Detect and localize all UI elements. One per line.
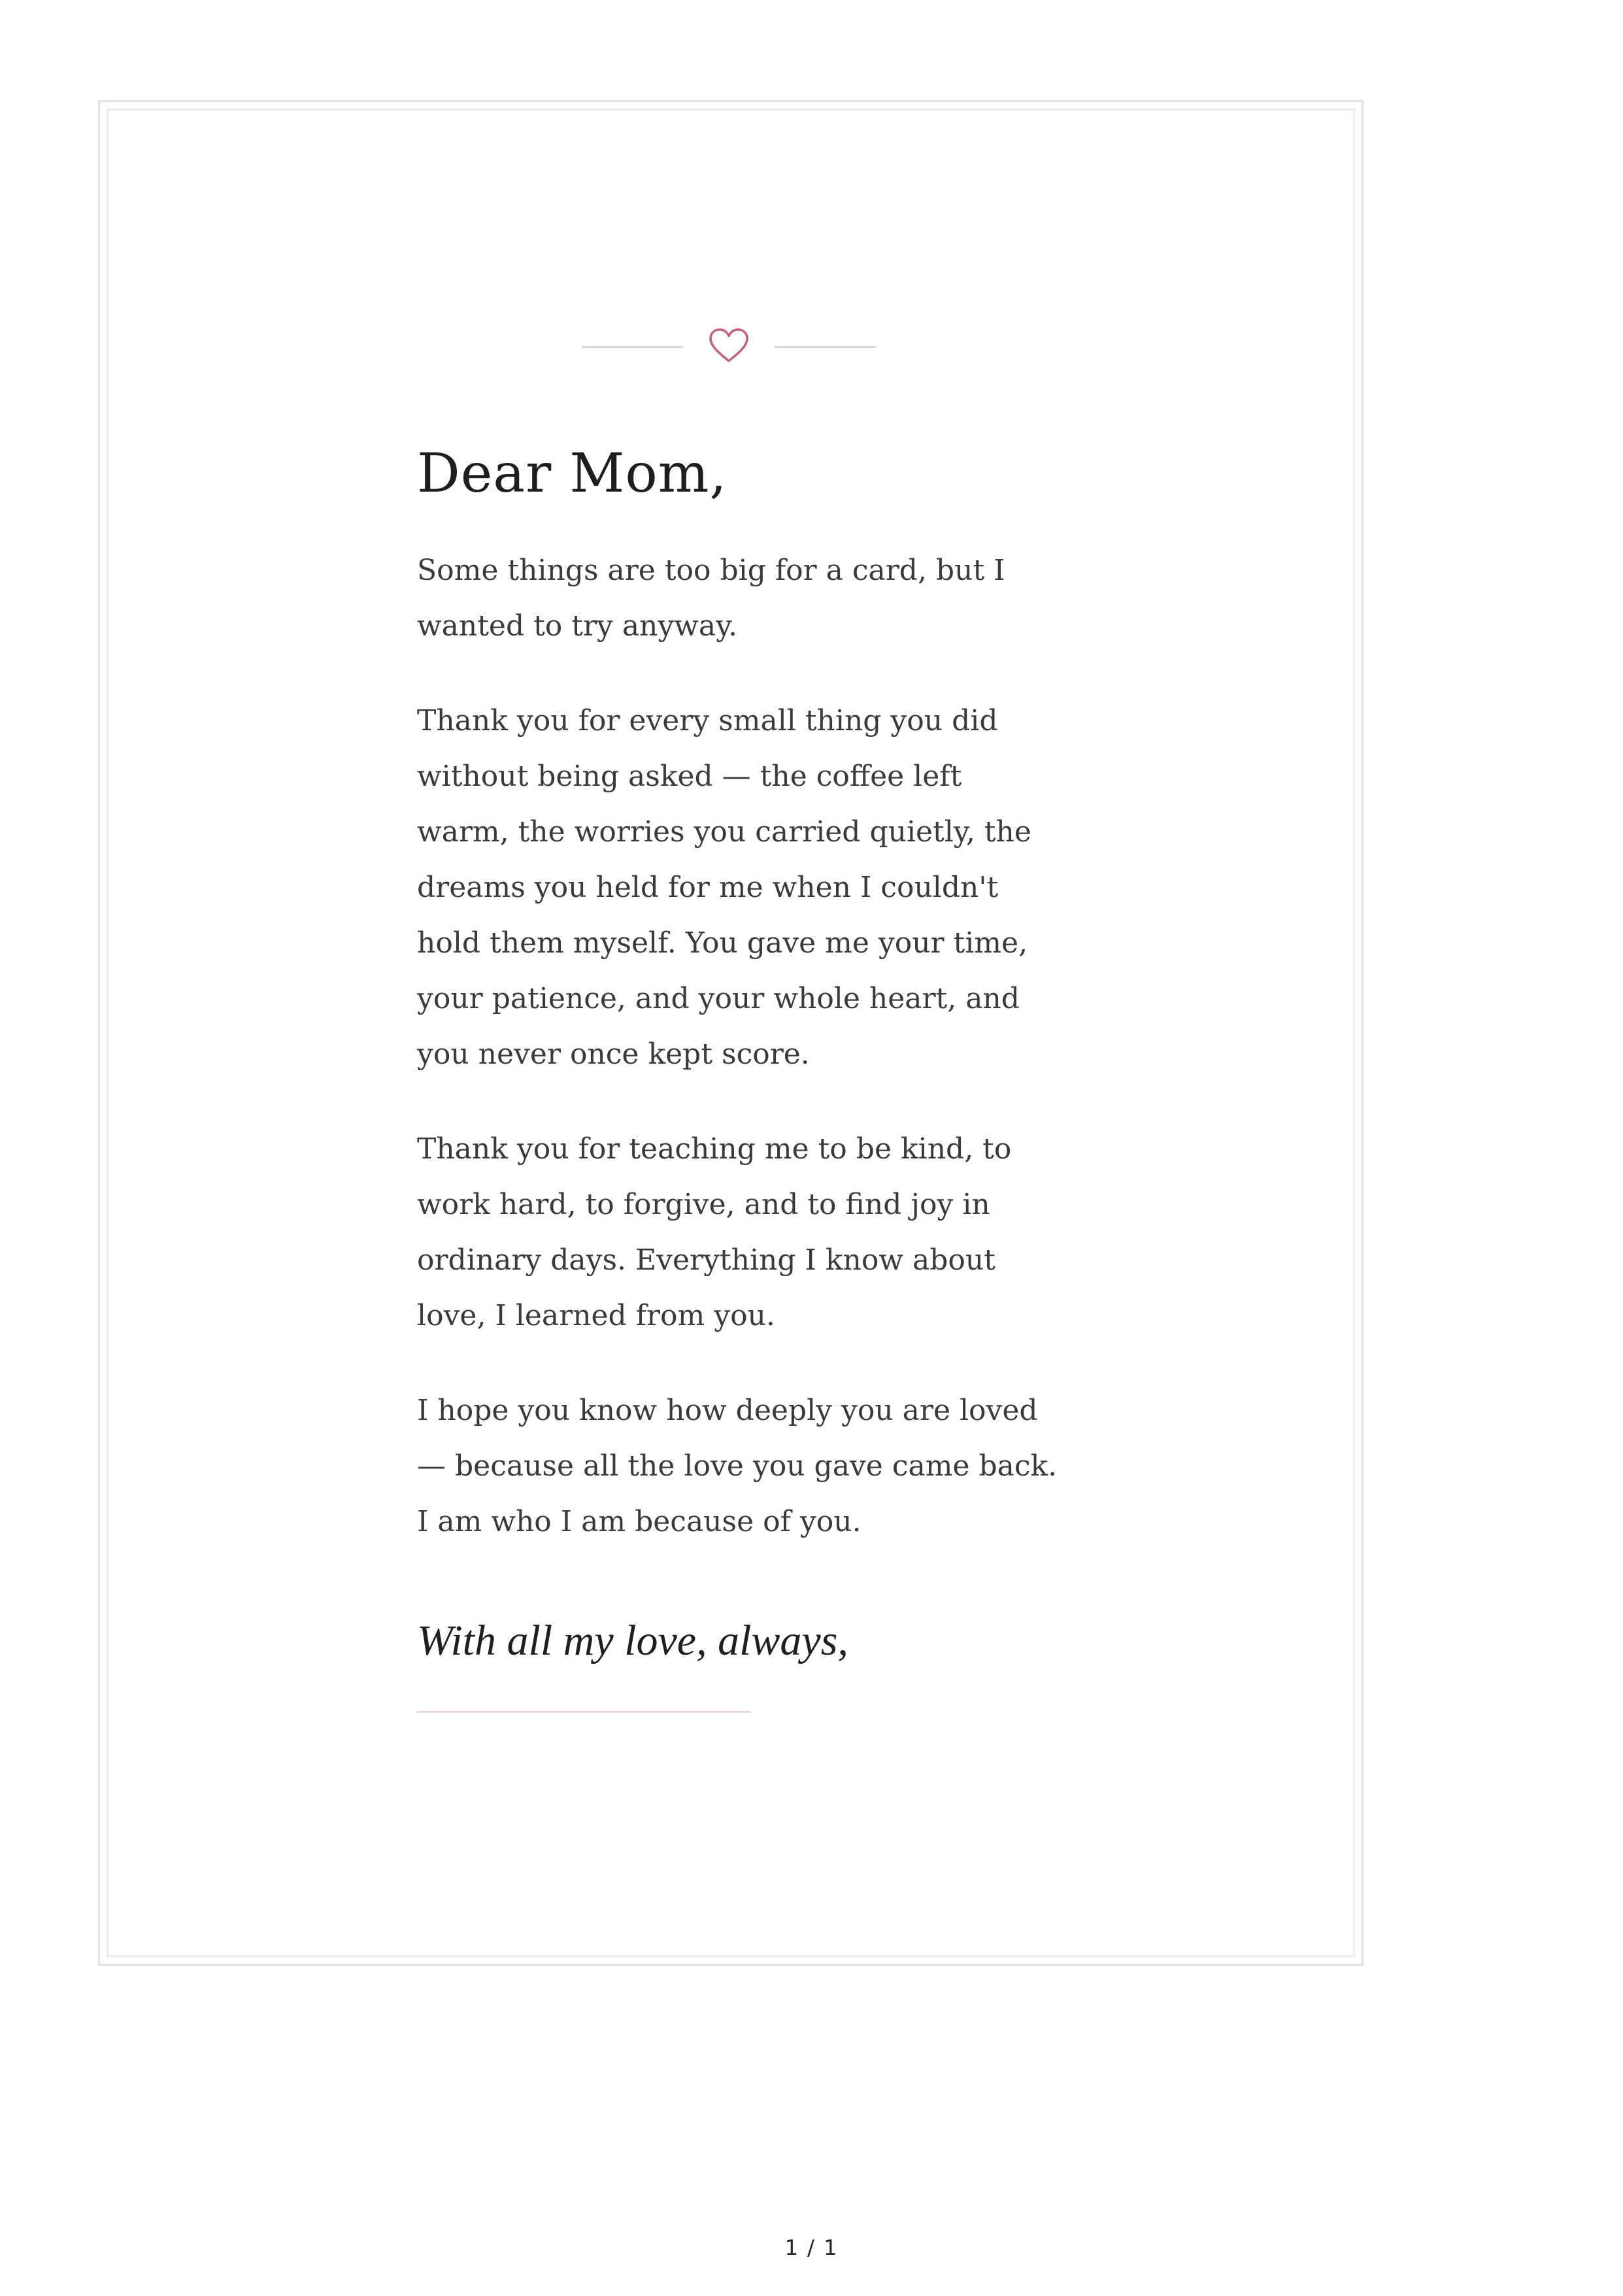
letter-body [417,431,1058,1713]
letter-paragraph: Thank you for every small thing you did without being asked — the coffee left warm, the worries you carried quietly, the dreams you held for me when I couldn't hold them myself. You gave me your time, your patience, and your whole heart, and you never once kept score. [417,704,1031,1071]
letter-paragraph: Some things are too big for a card, but I wanted to try anyway. [417,554,1005,643]
heart-divider [582,327,876,366]
letter-paragraph: Thank you for teaching me to be kind, to work hard, to forgive, and to find joy in ordinary days. Everything I know about love, I learned from you. [417,1132,1012,1332]
letter-closing: With all my love, always, [417,1617,848,1664]
heart-icon [708,327,750,366]
page-indicator: 1 / 1 [784,2235,839,2260]
signature-line [417,1711,750,1713]
letter-greeting: Dear Mom, [417,443,728,505]
divider-rule-right [775,346,876,348]
divider-rule-left [582,346,683,348]
letter-paragraph: I hope you know how deeply you are loved — because all the love you gave came back. I am who I am because of you. [417,1394,1058,1538]
